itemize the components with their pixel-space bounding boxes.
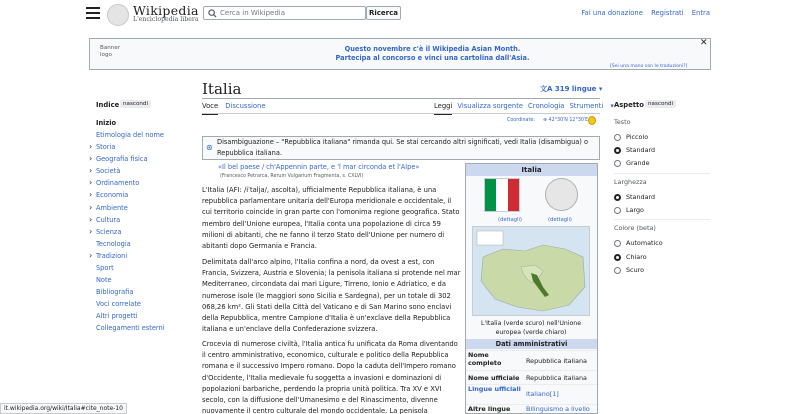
- toc-item-ambiente[interactable]: › Ambiente: [88, 202, 188, 214]
- wikipedia-logo-icon[interactable]: [107, 4, 129, 26]
- infobox-row: [466, 350, 597, 370]
- color-auto-radio[interactable]: [614, 239, 663, 247]
- title-divider: [202, 98, 600, 99]
- appearance-hide-button[interactable]: nascondi: [645, 100, 676, 108]
- text-size-large-radio[interactable]: [614, 159, 650, 167]
- toc-heading: Indice: [96, 101, 120, 109]
- color-dark-radio[interactable]: [614, 266, 644, 274]
- epigraph-source: (Francesco Petrarca, Rerum Vulgarium Fragmenta, s. CXLVI): [220, 174, 364, 179]
- wordmark[interactable]: Wikipedia: [133, 3, 199, 18]
- radio-label: Chiaro: [626, 253, 647, 261]
- locator-map[interactable]: [472, 226, 590, 316]
- infobox-value: Repubblica italiana: [526, 374, 587, 382]
- flag-stripe-red: [508, 179, 519, 211]
- infobox-value: Repubblica italiana: [526, 357, 587, 365]
- emblem-details-link[interactable]: (dettagli): [548, 217, 572, 223]
- search-input[interactable]: [203, 6, 366, 20]
- toc-item-scienza[interactable]: › Scienza: [88, 226, 188, 238]
- tab-cronologia[interactable]: Cronologia: [528, 102, 565, 110]
- toc-item-note[interactable]: Note: [96, 276, 112, 285]
- radio-label: Scuro: [626, 266, 645, 274]
- radio-label: Standard: [626, 193, 656, 201]
- radio-label: Piccolo: [626, 133, 649, 141]
- radio-label: Grande: [626, 159, 650, 167]
- flag-details-link[interactable]: (dettagli): [498, 217, 522, 223]
- toc-item-voci-correlate[interactable]: Voci correlate: [96, 300, 141, 309]
- text-size-small-radio[interactable]: [614, 133, 648, 141]
- search-icon: [208, 9, 217, 18]
- infobox-value[interactable]: Italiano[1]: [526, 390, 559, 398]
- toc-hide-button[interactable]: nascondi: [120, 100, 151, 108]
- toc-item-storia[interactable]: › Storia: [88, 141, 188, 153]
- radio-label: Standard: [626, 146, 656, 154]
- namespace-tabs: [202, 102, 273, 110]
- intro-paragraph-2: Delimitata dall'arco alpino, l'Italia confina a nord, da ovest a est, con Francia, Svizzera, Austria e Slovenia; la penisola italiana si protende nel mar Mediterraneo, circondata dai mari Ligure, Tirreno, Ionio e Adriatico, e da numerose isole (le maggiori sono Sicilia e Sardegna), per un totale di 302 068,26 km². Gli Stati della Città del Vaticano e di San Marino sono enclavi della Repubblica, mentre Campione d'Italia è un'exclave della Repubblica italiana e un'enclave della Confederazione svizzera.: [202, 258, 461, 334]
- toc-item-societa[interactable]: › Società: [88, 165, 188, 177]
- infobox-value[interactable]: Bilinguismo a livello: [526, 405, 590, 413]
- toc-item-bibliografia[interactable]: Bibliografia: [96, 288, 134, 297]
- tab-strumenti-label: Strumenti: [569, 102, 604, 110]
- toc-item-geografia[interactable]: › Geografia fisica: [88, 153, 188, 165]
- banner-footer-link[interactable]: [Sei una mano con le traduzioni?]: [610, 64, 688, 69]
- toc-item-sport[interactable]: Sport: [96, 263, 114, 272]
- coordinates-link[interactable]: [543, 118, 588, 123]
- banner-text[interactable]: [300, 45, 565, 63]
- toc-item-etimologia[interactable]: Etimologia del nome: [96, 131, 164, 140]
- infobox-key: Altre lingue: [468, 405, 511, 413]
- language-count: 319 lingue: [554, 85, 597, 93]
- banner-line-2[interactable]: Partecipa al concorso e vinci una cartolina dall'Asia.: [335, 54, 530, 62]
- tab-voce[interactable]: Voce: [202, 102, 218, 115]
- divider: [614, 219, 710, 220]
- search-placeholder: Cerca in Wikipedia: [220, 9, 286, 17]
- language-button[interactable]: 文A 319 lingue ▾: [540, 85, 603, 93]
- tab-discussione[interactable]: Discussione: [225, 102, 266, 110]
- tab-strumenti[interactable]: Strumenti ▾: [569, 102, 614, 110]
- toc-item-tecnologia[interactable]: Tecnologia: [96, 239, 131, 248]
- width-standard-radio[interactable]: [614, 193, 655, 201]
- banner-line-1[interactable]: Questo novembre c'è il Wikipedia Asian Month.: [344, 45, 521, 53]
- view-tabs: [434, 102, 619, 110]
- flag-stripe-white: [496, 179, 507, 211]
- toc-item-altri-progetti[interactable]: Altri progetti: [96, 312, 138, 321]
- europe-map-icon: [473, 227, 591, 317]
- page-title: Italia: [202, 80, 242, 98]
- status-bar-url: it.wikipedia.org/wiki/Italia#cite_note-10: [0, 403, 127, 414]
- tabs-divider: [202, 113, 600, 114]
- intro-paragraph-1: L'Italia (AFI: /iˈtalja/, ascolta), ufficialmente Repubblica italiana, è una repubblica parlamentare unitaria dell'Europa meridionale e occidentale, il cui territorio coincide in gran parte con l'omonima regione geografica. Stato membro dell'Unione europea, l'Italia conta una popolazione di circa 59 milioni di abitanti, che ne fanno il terzo Stato dell'Unione per numero di abitanti dopo Germania e Francia.: [202, 186, 460, 251]
- divider: [614, 173, 710, 174]
- flag-stripe-green: [485, 179, 496, 211]
- text-size-label: Testo: [614, 118, 631, 126]
- radio-label: Largo: [626, 206, 644, 214]
- toc-item-ordinamento[interactable]: › Ordinamento: [88, 177, 188, 189]
- coordinates-value: 42°30′N 12°30′E: [548, 118, 589, 123]
- login-link[interactable]: Entra: [691, 9, 710, 17]
- map-caption: L'Italia (verde scuro) nell'Unione europea (verde chiaro): [480, 320, 582, 336]
- epigraph-quote[interactable]: «Il bel paese / ch'Appennin parte, e 'l mar circonda et l'Alpe»: [218, 163, 420, 171]
- radio-label: Automatico: [626, 239, 663, 247]
- color-label: Colore (beta): [614, 224, 656, 232]
- infobox-row: [466, 384, 597, 404]
- width-wide-radio[interactable]: [614, 206, 644, 214]
- globe-icon: ⊕: [543, 118, 549, 123]
- emblem-image[interactable]: [545, 178, 578, 211]
- coordinates-label: Coordinate:: [507, 118, 535, 123]
- toc-item-economia[interactable]: › Economia: [88, 189, 188, 201]
- close-icon[interactable]: ✕: [700, 38, 708, 48]
- donate-link[interactable]: Fai una donazione: [581, 9, 643, 17]
- flag-image[interactable]: [484, 178, 520, 212]
- toc-item-collegamenti[interactable]: Collegamenti esterni: [96, 324, 165, 333]
- tab-leggi[interactable]: Leggi: [434, 102, 452, 115]
- toc-item-tradizioni[interactable]: › Tradizioni: [88, 250, 188, 262]
- translate-icon: 文A: [540, 85, 555, 93]
- toc-item-cultura[interactable]: › Cultura: [88, 214, 188, 226]
- text-size-standard-radio[interactable]: [614, 146, 655, 154]
- width-label: Larghezza: [614, 178, 647, 186]
- infobox-title: Italia: [466, 164, 597, 176]
- search-button[interactable]: Ricerca: [366, 6, 401, 20]
- infobox-row: [466, 370, 597, 384]
- disambiguation-icon: ⊛: [206, 143, 213, 152]
- main-menu-icon[interactable]: [86, 7, 100, 19]
- disambiguation-text[interactable]: Disambiguazione – "Repubblica italiana" rimanda qui. Se stai cercando altri significati, vedi Italia (disambigua) o Repubblica italiana.: [217, 138, 589, 157]
- banner-logo: Banner logo: [100, 45, 121, 58]
- register-link[interactable]: Registrati: [651, 9, 684, 17]
- infobox-row: [466, 404, 597, 414]
- appearance-heading: Aspetto: [614, 101, 644, 109]
- table-of-contents: [88, 117, 188, 334]
- toc-item-inizio[interactable]: Inizio: [96, 119, 117, 127]
- intro-paragraph-3: Crocevia di numerose civiltà, l'Italia antica fu unificata da Roma diventando il centro amministrativo, economico, culturale e politico della Repubblica romana e il successivo Impero romano. Dopo la caduta dell'Impero romano d'Occidente, l'Italia medievale fu soggetta a invasioni e dominazioni di popolazioni barbariche, perdendo la propria unità politica. Tra XV e XVI secolo, con la diffusione dell'Umanesimo e del Rinascimento, divenne nuovamente il centro culturale del mondo occidentale. La penisola: [202, 340, 458, 414]
- tab-visualizza-sorgente[interactable]: Visualizza sorgente: [457, 102, 524, 110]
- infobox-key[interactable]: Lingue ufficiali: [468, 385, 521, 393]
- infobox-key: Nome ufficiale: [468, 374, 520, 382]
- color-light-radio[interactable]: [614, 253, 647, 261]
- protection-lock-icon[interactable]: [588, 116, 596, 125]
- infobox-key: Nome completo: [468, 351, 502, 368]
- personal-tools: [575, 9, 710, 17]
- tagline: L'enciclopedia libera: [133, 16, 199, 23]
- admin-data-header: Dati amministrativi: [466, 339, 597, 349]
